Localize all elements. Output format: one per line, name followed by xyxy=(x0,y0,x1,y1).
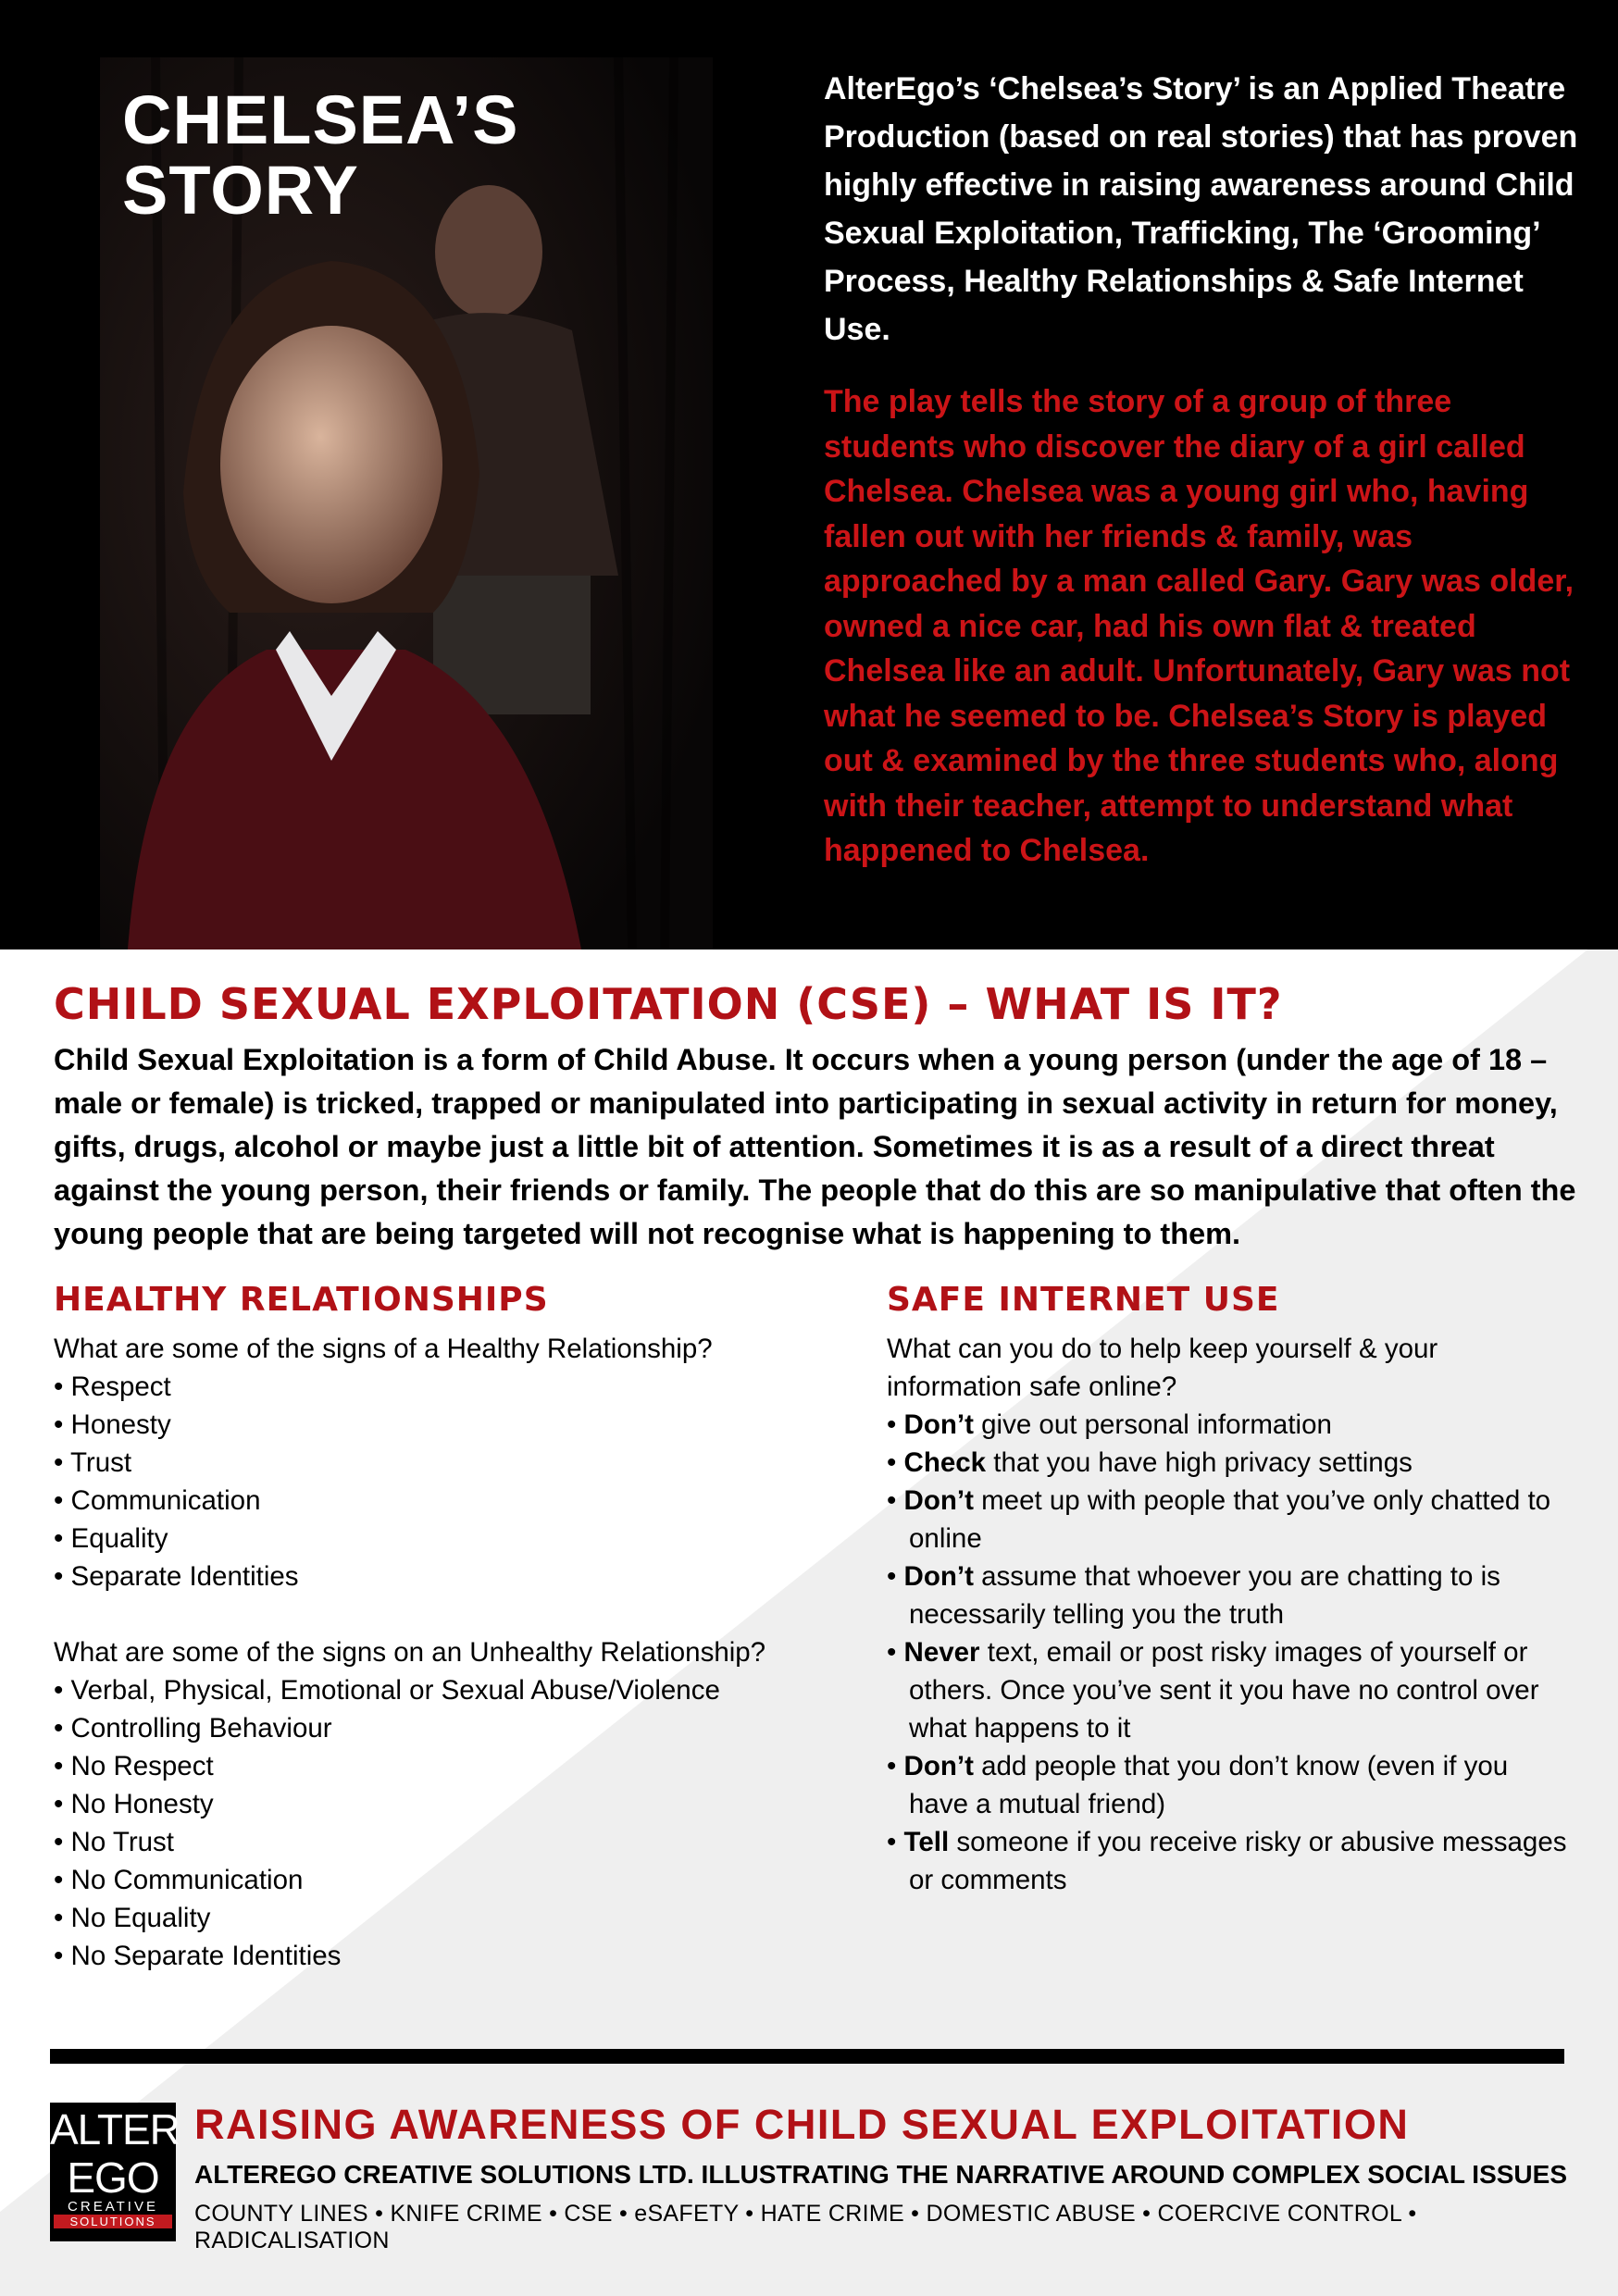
safe-internet-column xyxy=(887,1330,1572,1899)
logo-line-creative: CREATIVE xyxy=(68,2199,158,2215)
alterego-logo xyxy=(50,2103,180,2241)
healthy-relationships-column xyxy=(54,1330,850,1975)
healthy-question: What are some of the signs of a Healthy Relationship? xyxy=(54,1334,713,1364)
list-item: • No Equality xyxy=(54,1903,211,1933)
healthy-signs-list xyxy=(54,1368,850,1595)
list-item: • Honesty xyxy=(54,1409,171,1440)
story-paragraph: The play tells the story of a group of three students who discover the diary of a girl called Chelsea. Chelsea was a young girl who, having fallen out with her friends & family, was approached by a man called Gary. Gary was older, owned a nice car, had his own flat & treated Chelsea like an adult. Unfortunately, Gary was not what he seemed to be. Chelsea’s Story is played out & examined by the three students who, along with their teacher, attempt to understand what happened to Chelsea. xyxy=(824,384,1574,868)
footer-tags: COUNTY LINES • KNIFE CRIME • CSE • eSAFETY • HATE CRIME • DOMESTIC ABUSE • COERCIVE CONTROL • RADICALISATION xyxy=(194,2201,1417,2253)
logo-line-ego: EGO xyxy=(67,2153,159,2202)
list-item: • Don’t add people that you don’t know (even if you have a mutual friend) xyxy=(887,1751,1509,1819)
list-item: • Verbal, Physical, Emotional or Sexual Abuse/Violence xyxy=(54,1675,720,1706)
list-item: • No Communication xyxy=(54,1865,304,1895)
healthy-relationships-heading: HEALTHY RELATIONSHIPS xyxy=(54,1281,549,1319)
footer-title: RAISING AWARENESS OF CHILD SEXUAL EXPLOITATION xyxy=(194,2101,1410,2148)
list-item: • Check that you have high privacy settings xyxy=(887,1447,1413,1478)
logo-line-alter: ALTER xyxy=(50,2105,180,2153)
internet-question: What can you do to help keep yourself & your information safe online? xyxy=(887,1334,1438,1402)
list-item: • Don’t assume that whoever you are chatting to is necessarily telling you the truth xyxy=(887,1561,1500,1630)
hero-title-line-1: CHELSEA’S xyxy=(122,81,519,158)
list-item: • Controlling Behaviour xyxy=(54,1713,332,1744)
list-item: • Don’t meet up with people that you’ve only chatted to online xyxy=(887,1485,1551,1554)
list-item: • No Honesty xyxy=(54,1789,214,1819)
cse-body: Child Sexual Exploitation is a form of Child Abuse. It occurs when a young person (under the age of 18 – male or female) is tricked, trapped or manipulated into participating in sexual activity in return for money, gifts, drugs, alcohol or maybe just a little bit of attention. Sometimes it is as a result of a direct threat against the young person, their friends or family. The people that do this are so manipulative that often the young people that are being targeted will not recognise what is happening to them. xyxy=(54,1043,1576,1250)
list-item: • Respect xyxy=(54,1371,171,1402)
hero-title xyxy=(122,81,519,229)
list-item: • Never text, email or post risky images of yourself or others. Once you’ve sent it you have no control over what happens to it xyxy=(887,1637,1539,1744)
unhealthy-question: What are some of the signs on an Unhealthy Relationship? xyxy=(54,1637,766,1668)
list-item: • Communication xyxy=(54,1485,261,1516)
cse-heading: CHILD SEXUAL EXPLOITATION (CSE) – WHAT IS IT? xyxy=(54,979,1283,1029)
internet-tips-list xyxy=(887,1406,1572,1899)
logo-line-solutions: SOLUTIONS xyxy=(54,2215,172,2228)
hero-photo xyxy=(100,57,713,949)
hero-title-line-2: STORY xyxy=(122,152,359,229)
list-item: • Don’t give out personal information xyxy=(887,1409,1332,1440)
list-item: • No Separate Identities xyxy=(54,1941,342,1971)
footer-divider xyxy=(50,2049,1564,2064)
unhealthy-signs-list xyxy=(54,1671,850,1975)
list-item: • No Trust xyxy=(54,1827,175,1857)
list-item: • Separate Identities xyxy=(54,1561,299,1592)
list-item: • Trust xyxy=(54,1447,132,1478)
list-item: • No Respect xyxy=(54,1751,214,1781)
intro-paragraph: AlterEgo’s ‘Chelsea’s Story’ is an Applied Theatre Production (based on real stories) that has proven highly effective in raising awareness around Child Sexual Exploitation, Trafficking, The ‘Grooming’ Process, Healthy Relationships & Safe Internet Use. xyxy=(824,71,1578,347)
safe-internet-heading: SAFE INTERNET USE xyxy=(887,1281,1280,1319)
list-item: • Equality xyxy=(54,1523,168,1554)
footer-subtitle: ALTEREGO CREATIVE SOLUTIONS LTD. ILLUSTRATING THE NARRATIVE AROUND COMPLEX SOCIAL ISSUES xyxy=(194,2160,1568,2189)
list-item: • Tell someone if you receive risky or abusive messages or comments xyxy=(887,1827,1567,1895)
